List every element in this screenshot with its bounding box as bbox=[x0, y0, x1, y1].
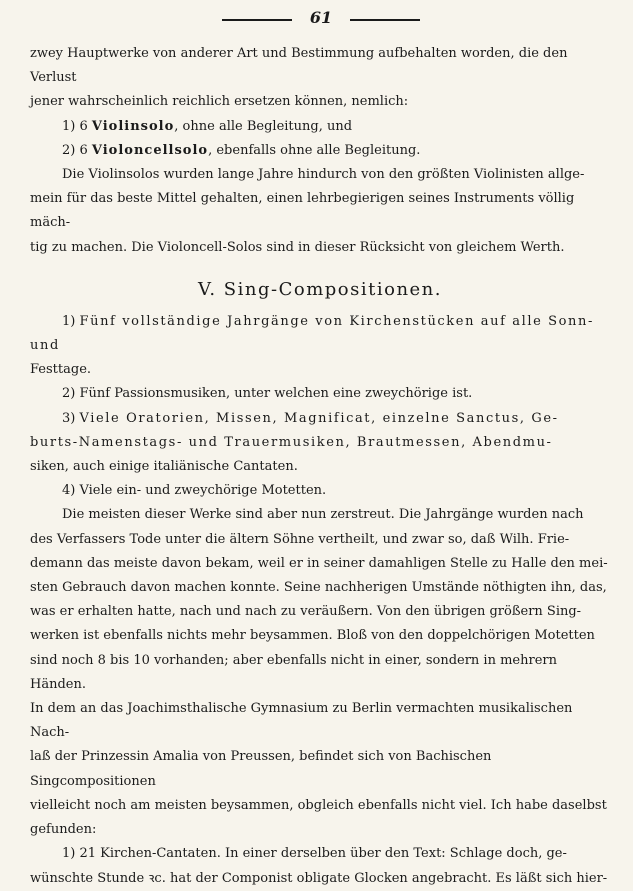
item-text: Fünf vollständige Jahrgänge von Kirchenstücken auf alle Sonn- und bbox=[30, 313, 594, 354]
text-line: tig zu machen. Die Violoncell-Solos sind in dieser Rücksicht von gleichem Werth. bbox=[30, 239, 565, 255]
item-text: Viele ein- und zweychörige Motetten. bbox=[79, 483, 327, 499]
item-text: 21 Kirchen-Cantaten. In einer derselben über den Text: Schlage doch, ge- bbox=[79, 846, 567, 862]
text-line: Die meisten dieser Werke sind aber nun zerstreut. Die Jahrgänge wurden nach bbox=[62, 507, 584, 523]
item-number: 3) bbox=[62, 410, 76, 426]
text-line: jener wahrscheinlich reichlich ersetzen können, nemlich: bbox=[30, 94, 409, 110]
item-prefix: 6 bbox=[79, 142, 92, 158]
header-rule-right bbox=[350, 19, 420, 21]
item-title: Violinsolo bbox=[91, 118, 175, 134]
item-text: Fünf Passionsmusiken, unter welchen eine zweychörige ist. bbox=[79, 386, 473, 402]
text-line: mein für das beste Mittel gehalten, einen lehrbegierigen seines Instruments völlig mäch- bbox=[30, 191, 575, 231]
item-prefix: 6 bbox=[79, 118, 92, 134]
text-line: Die Violinsolos wurden lange Jahre hindurch von den größten Violinisten allge- bbox=[62, 167, 585, 183]
paragraph-zerstreut bbox=[30, 503, 610, 842]
item-number: 4) bbox=[62, 483, 76, 499]
text-line: sten Gebrauch davon machen konnte. Seine nachherigen Umstände nöthigten ihn, das, bbox=[30, 580, 607, 596]
item-number: 1) bbox=[62, 313, 76, 329]
item-title: Violoncellsolo bbox=[91, 142, 209, 158]
list-item-continuation: Festtage. bbox=[30, 362, 92, 378]
text-line: werken ist ebenfalls nichts mehr beysammen. Bloß von den doppelchörigen Motetten bbox=[30, 628, 595, 644]
paragraph-intro bbox=[30, 42, 610, 115]
item-text: , ebenfalls ohne alle Begleitung. bbox=[208, 142, 421, 158]
page-body bbox=[30, 42, 610, 891]
list-item-violinsolo bbox=[30, 115, 610, 139]
section-heading: V. Sing-Compositionen. bbox=[198, 278, 442, 300]
item-number: 1) bbox=[62, 846, 76, 862]
item-number: 2) bbox=[62, 142, 76, 158]
text-line: demann das meiste davon bekam, weil er in seiner damahligen Stelle zu Halle den mei- bbox=[30, 555, 608, 571]
text-line: gefunden: bbox=[30, 822, 97, 838]
item-text: , ohne alle Begleitung, und bbox=[174, 118, 353, 134]
item-text: Viele Oratorien, Missen, Magnificat, einzelne Sanctus, Ge- bbox=[79, 410, 559, 426]
text-line: sind noch 8 bis 10 vorhanden; aber ebenfalls nicht in einer, sondern in mehrern Händen. bbox=[30, 652, 557, 692]
text-line: zwey Hauptwerke von anderer Art und Bestimmung aufbehalten worden, die den Verlust bbox=[30, 46, 568, 86]
text-line: vielleicht noch am meisten beysammen, obgleich ebenfalls nicht viel. Ich habe daselbst bbox=[30, 797, 607, 813]
list-item-jahrgaenge bbox=[30, 310, 610, 358]
list-item-passionsmusiken bbox=[30, 382, 610, 406]
text-line: laß der Prinzessin Amalia von Preussen, befindet sich von Bachischen Singcompositionen bbox=[30, 749, 492, 789]
list-item-continuation: burts-Namenstags- und Trauermusiken, Brautmessen, Abendmu- bbox=[30, 434, 553, 450]
list-item-violoncellsolo bbox=[30, 139, 610, 163]
list-item-motetten bbox=[30, 479, 610, 503]
text-line: In dem an das Joachimsthalische Gymnasium zu Berlin vermachten musikalischen Nach- bbox=[30, 701, 573, 741]
text-line: des Verfassers Tode unter die ältern Söhne vertheilt, und zwar so, daß Wilh. Frie- bbox=[30, 531, 570, 547]
paragraph-violinsolos bbox=[30, 163, 610, 260]
list-item-continuation: siken, auch einige italiänische Cantaten. bbox=[30, 459, 298, 475]
item-number: 2) bbox=[62, 386, 76, 402]
item-number: 1) bbox=[62, 118, 76, 134]
list-item-continuation: wünschte Stunde ꝛc. hat der Componist obligate Glocken angebracht. Es läßt sich hier- bbox=[30, 870, 608, 886]
text-line: was er erhalten hatte, nach und nach zu veräußern. Von den übrigen größern Sing- bbox=[30, 604, 582, 620]
list-item-kirchen-cantaten bbox=[30, 842, 610, 866]
header-rule-left bbox=[222, 19, 292, 21]
list-item-oratorien bbox=[30, 407, 610, 431]
page-header bbox=[0, 8, 633, 30]
page-number: 61 bbox=[309, 8, 333, 27]
